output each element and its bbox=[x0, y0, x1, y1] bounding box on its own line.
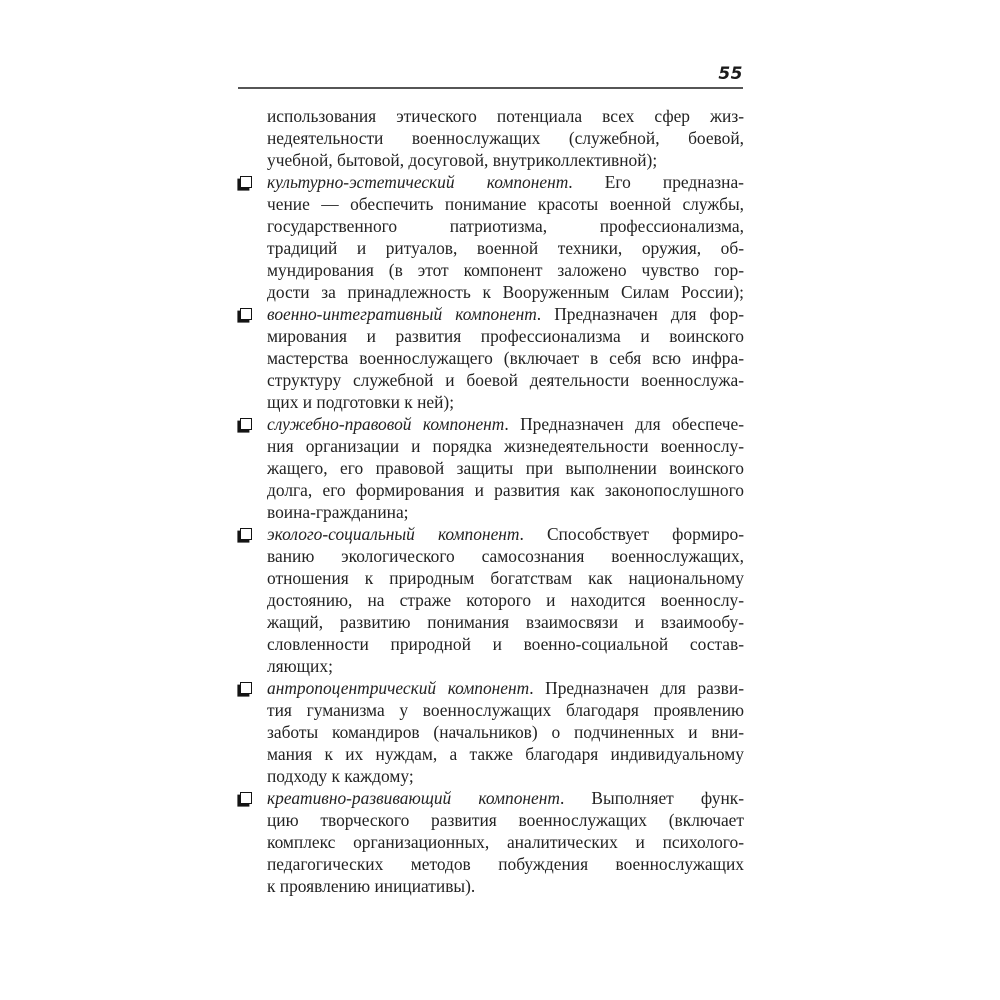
body-text: словленности природной и военно-социальной состав- bbox=[267, 634, 744, 654]
text-line bbox=[267, 171, 744, 193]
body-text: . Предназначен для разви- bbox=[529, 678, 744, 698]
body-text: ляющих; bbox=[267, 656, 333, 676]
body-text: государственного патриотизма, профессионализма, bbox=[267, 216, 744, 236]
text-line bbox=[267, 787, 744, 809]
text-line bbox=[267, 523, 744, 545]
body-text: использования этического потенциала всех сфер жиз- bbox=[267, 106, 744, 126]
shadowed-square-bullet-icon bbox=[240, 682, 252, 694]
body-text: воина-гражданина; bbox=[267, 502, 409, 522]
body-text: к проявлению инициативы). bbox=[267, 876, 476, 896]
text-line bbox=[267, 479, 744, 501]
term-emphasis: эколого-социальный компонент bbox=[267, 524, 520, 544]
text-line bbox=[267, 281, 744, 303]
body-text: ванию экологического самосознания военнослужащих, bbox=[267, 546, 744, 566]
body-text: мирования и развития профессионализма и воинского bbox=[267, 326, 744, 346]
body-text: мастерства военнослужащего (включает в себя всю инфра- bbox=[267, 348, 744, 368]
list-item bbox=[267, 677, 744, 787]
text-line bbox=[267, 325, 744, 347]
text-line bbox=[267, 347, 744, 369]
body-text: . Его предназна- bbox=[568, 172, 744, 192]
body-text: . Способствует формиро- bbox=[519, 524, 744, 544]
text-line bbox=[267, 391, 744, 413]
text-line bbox=[267, 369, 744, 391]
body-text: подходу к каждому; bbox=[267, 766, 414, 786]
list-item bbox=[267, 413, 744, 523]
body-text: недеятельности военнослужащих (служебной, боевой, bbox=[267, 128, 744, 148]
body-text: . Предназначен для фор- bbox=[536, 304, 744, 324]
header-rule bbox=[238, 87, 743, 89]
text-line bbox=[267, 831, 744, 853]
text-line bbox=[267, 589, 744, 611]
text-line bbox=[267, 677, 744, 699]
shadowed-square-bullet-icon bbox=[240, 418, 252, 430]
list-item bbox=[267, 171, 744, 303]
text-line bbox=[267, 259, 744, 281]
body-text: дости за принадлежность к Вооруженным Силам России); bbox=[267, 282, 744, 302]
shadowed-square-bullet-icon bbox=[240, 528, 252, 540]
text-line bbox=[267, 413, 744, 435]
text-line bbox=[267, 105, 744, 127]
term-emphasis: военно-интегративный компонент bbox=[267, 304, 537, 324]
text-line bbox=[267, 611, 744, 633]
text-line bbox=[267, 875, 744, 897]
body-text: учебной, бытовой, досуговой, внутриколлективной); bbox=[267, 150, 658, 170]
body-text: структуру служебной и боевой деятельности военнослужа- bbox=[267, 370, 744, 390]
paragraph bbox=[267, 105, 744, 171]
text-line bbox=[267, 765, 744, 787]
text-line bbox=[267, 127, 744, 149]
list-item bbox=[267, 523, 744, 677]
body-text: педагогических методов побуждения военнослужащих bbox=[267, 854, 744, 874]
shadowed-square-bullet-icon bbox=[240, 176, 252, 188]
body-text: мундирования (в этот компонент заложено чувство гор- bbox=[267, 260, 744, 280]
text-line bbox=[267, 743, 744, 765]
body-text: тия гуманизма у военнослужащих благодаря проявлению bbox=[267, 700, 744, 720]
text-line bbox=[267, 457, 744, 479]
page-number: 55 bbox=[718, 64, 743, 84]
body-text: мания к их нуждам, а также благодаря индивидуальному bbox=[267, 744, 744, 764]
text-line bbox=[267, 215, 744, 237]
term-emphasis: культурно-эстетический компонент bbox=[267, 172, 569, 192]
body-text: . Выполняет функ- bbox=[559, 788, 745, 808]
shadowed-square-bullet-icon bbox=[240, 792, 252, 804]
list-item bbox=[267, 787, 744, 897]
page-body bbox=[267, 105, 744, 897]
text-line bbox=[267, 853, 744, 875]
body-text: достоянию, на страже которого и находится военнослу- bbox=[267, 590, 744, 610]
text-line bbox=[267, 435, 744, 457]
text-line bbox=[267, 193, 744, 215]
shadowed-square-bullet-icon bbox=[240, 308, 252, 320]
text-line bbox=[267, 567, 744, 589]
body-text: комплекс организационных, аналитических и психолого- bbox=[267, 832, 744, 852]
body-text: цию творческого развития военнослужащих (включает bbox=[267, 810, 744, 830]
text-line bbox=[267, 809, 744, 831]
text-line bbox=[267, 545, 744, 567]
text-line bbox=[267, 237, 744, 259]
body-text: отношения к природным богатствам как национальному bbox=[267, 568, 744, 588]
body-text: жащего, его правовой защиты при выполнении воинского bbox=[267, 458, 744, 478]
body-text: жащий, развитию понимания взаимосвязи и взаимообу- bbox=[267, 612, 744, 632]
list-item bbox=[267, 303, 744, 413]
term-emphasis: креативно-развивающий компонент bbox=[267, 788, 560, 808]
term-emphasis: антропоцентрический компонент bbox=[267, 678, 530, 698]
body-text: чение — обеспечить понимание красоты военной службы, bbox=[267, 194, 744, 214]
text-line bbox=[267, 721, 744, 743]
body-text: ния организации и порядка жизнедеятельности военнослу- bbox=[267, 436, 744, 456]
body-text: заботы командиров (начальников) о подчиненных и вни- bbox=[267, 722, 744, 742]
text-line bbox=[267, 655, 744, 677]
body-text: долга, его формирования и развития как законопослушного bbox=[267, 480, 744, 500]
text-line bbox=[267, 501, 744, 523]
text-line bbox=[267, 149, 744, 171]
body-text: . Предназначен для обеспече- bbox=[504, 414, 744, 434]
text-line bbox=[267, 303, 744, 325]
term-emphasis: служебно-правовой компонент bbox=[267, 414, 505, 434]
body-text: традиций и ритуалов, военной техники, оружия, об- bbox=[267, 238, 744, 258]
text-line bbox=[267, 699, 744, 721]
body-text: щих и подготовки к ней); bbox=[267, 392, 455, 412]
text-line bbox=[267, 633, 744, 655]
